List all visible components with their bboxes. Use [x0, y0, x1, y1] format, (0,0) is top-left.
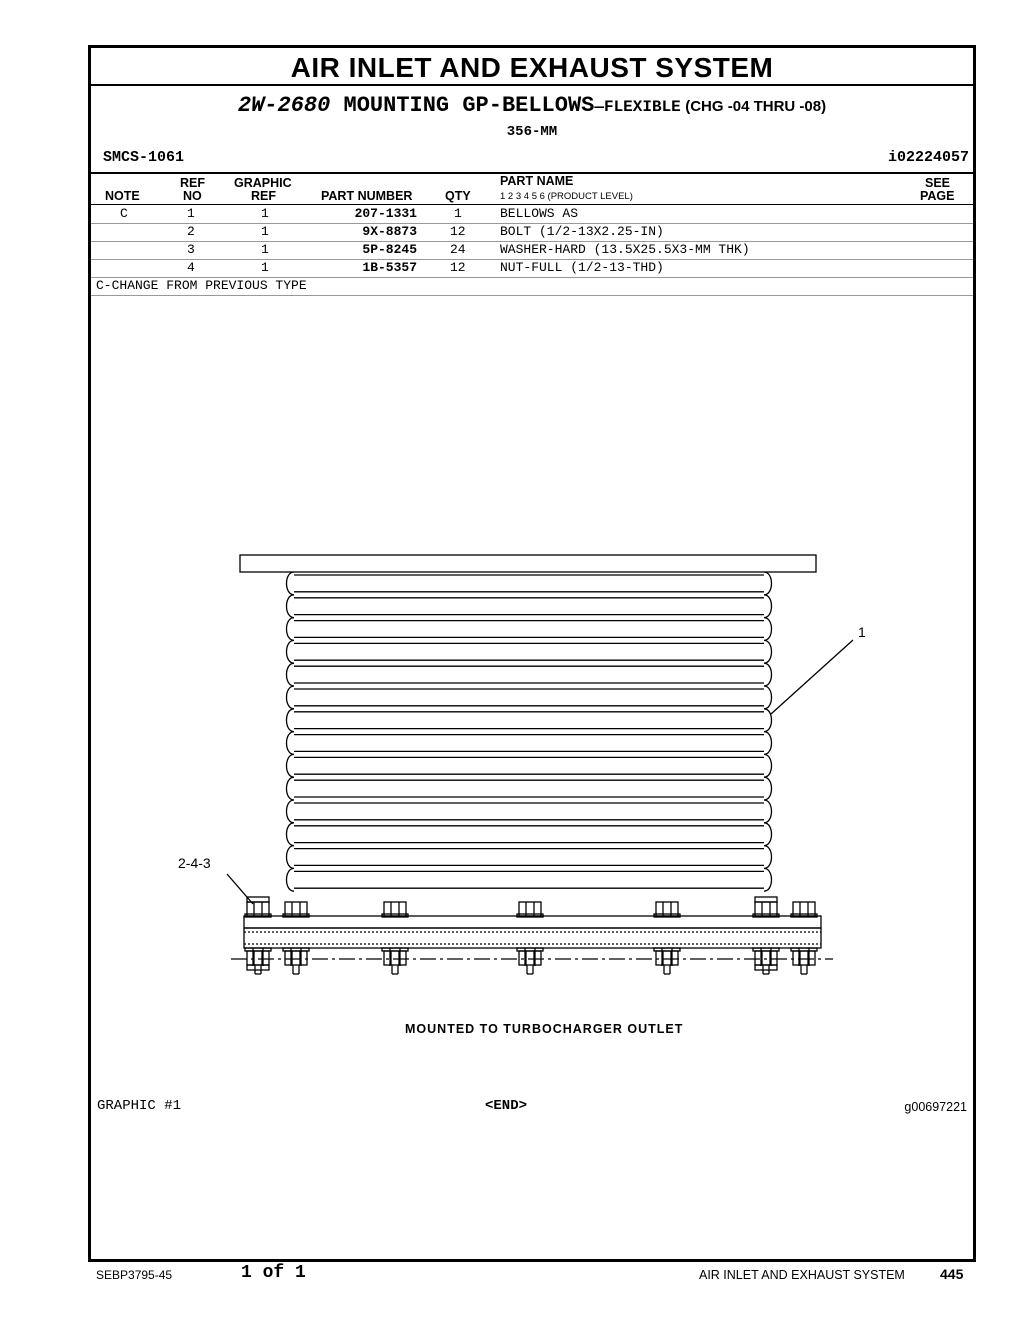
col-ref-top: REF [180, 176, 205, 190]
graphic-label: GRAPHIC #1 [97, 1098, 182, 1114]
table-row [91, 241, 973, 260]
part-group-number: 2W-2680 [237, 93, 331, 118]
table-row [91, 259, 973, 278]
part-number-cell[interactable]: 5P-8245 [362, 242, 417, 257]
col-graphic-bottom: REF [251, 189, 276, 203]
change-range: (CHG -04 THRU -08) [685, 98, 827, 115]
callout-1: 1 [858, 624, 866, 640]
part-name-cell: BELLOWS AS [500, 206, 579, 221]
part-name-cell: BOLT (1/2-13X2.25-IN) [500, 224, 664, 239]
col-see-top: SEE [925, 176, 951, 190]
graphic-caption: MOUNTED TO TURBOCHARGER OUTLET [405, 1022, 684, 1036]
qty-cell: 1 [454, 206, 462, 221]
col-see-bottom: PAGE [920, 189, 955, 203]
qty-cell: 12 [450, 260, 466, 275]
part-group-name: MOUNTING GP-BELLOWS [343, 93, 595, 118]
ref-cell: 1 [187, 206, 195, 221]
graphic-cell: 1 [261, 206, 269, 221]
qty-cell: 12 [450, 224, 466, 239]
col-qty: QTY [445, 189, 471, 203]
col-part-name: PART NAME [500, 174, 574, 188]
bellows-illustration [91, 538, 973, 1058]
part-number-cell[interactable]: 1B-5357 [362, 260, 417, 275]
note-cell: C [120, 206, 128, 221]
table-row [91, 223, 973, 242]
smcs-code: SMCS-1061 [103, 149, 185, 166]
page-of: 1 of 1 [241, 1263, 306, 1283]
part-name-cell: WASHER-HARD (13.5X25.5X3-MM THK) [500, 242, 750, 257]
col-product-level: 1 2 3 4 5 6 (PRODUCT LEVEL) [500, 191, 633, 202]
part-number-cell[interactable]: 207-1331 [354, 206, 417, 221]
end-marker: <END> [485, 1098, 528, 1114]
ref-cell: 2 [187, 224, 195, 239]
bellows-drawing [227, 555, 853, 974]
col-ref-bottom: NO [183, 189, 202, 203]
change-note: C-CHANGE FROM PREVIOUS TYPE [96, 278, 307, 293]
callout-2-4-3: 2-4-3 [178, 855, 211, 871]
size-label: 356-MM [506, 124, 558, 140]
ref-cell: 3 [187, 242, 195, 257]
part-group-suffix: —FLEXIBLE [594, 98, 681, 116]
col-graphic-top: GRAPHIC [234, 176, 292, 190]
doc-number: SEBP3795-45 [96, 1268, 173, 1282]
page-title: AIR INLET AND EXHAUST SYSTEM [290, 52, 774, 83]
part-name-cell: NUT-FULL (1/2-13-THD) [500, 260, 664, 275]
graphic-cell: 1 [261, 260, 269, 275]
graphic-cell: 1 [261, 224, 269, 239]
divider [91, 84, 973, 86]
graphic-cell: 1 [261, 242, 269, 257]
col-part-number: PART NUMBER [321, 189, 413, 203]
note-row [91, 277, 973, 296]
footer-section: AIR INLET AND EXHAUST SYSTEM [699, 1268, 905, 1282]
col-note: NOTE [105, 189, 140, 203]
ref-cell: 4 [187, 260, 195, 275]
page-number: 445 [940, 1266, 964, 1282]
graphic-id: g00697221 [904, 1100, 967, 1114]
table-row [91, 205, 973, 224]
page-frame [88, 45, 976, 1262]
qty-cell: 24 [450, 242, 466, 257]
part-number-cell[interactable]: 9X-8873 [362, 224, 417, 239]
part-group-title [91, 93, 973, 118]
illustration-id: i02224057 [887, 149, 969, 166]
